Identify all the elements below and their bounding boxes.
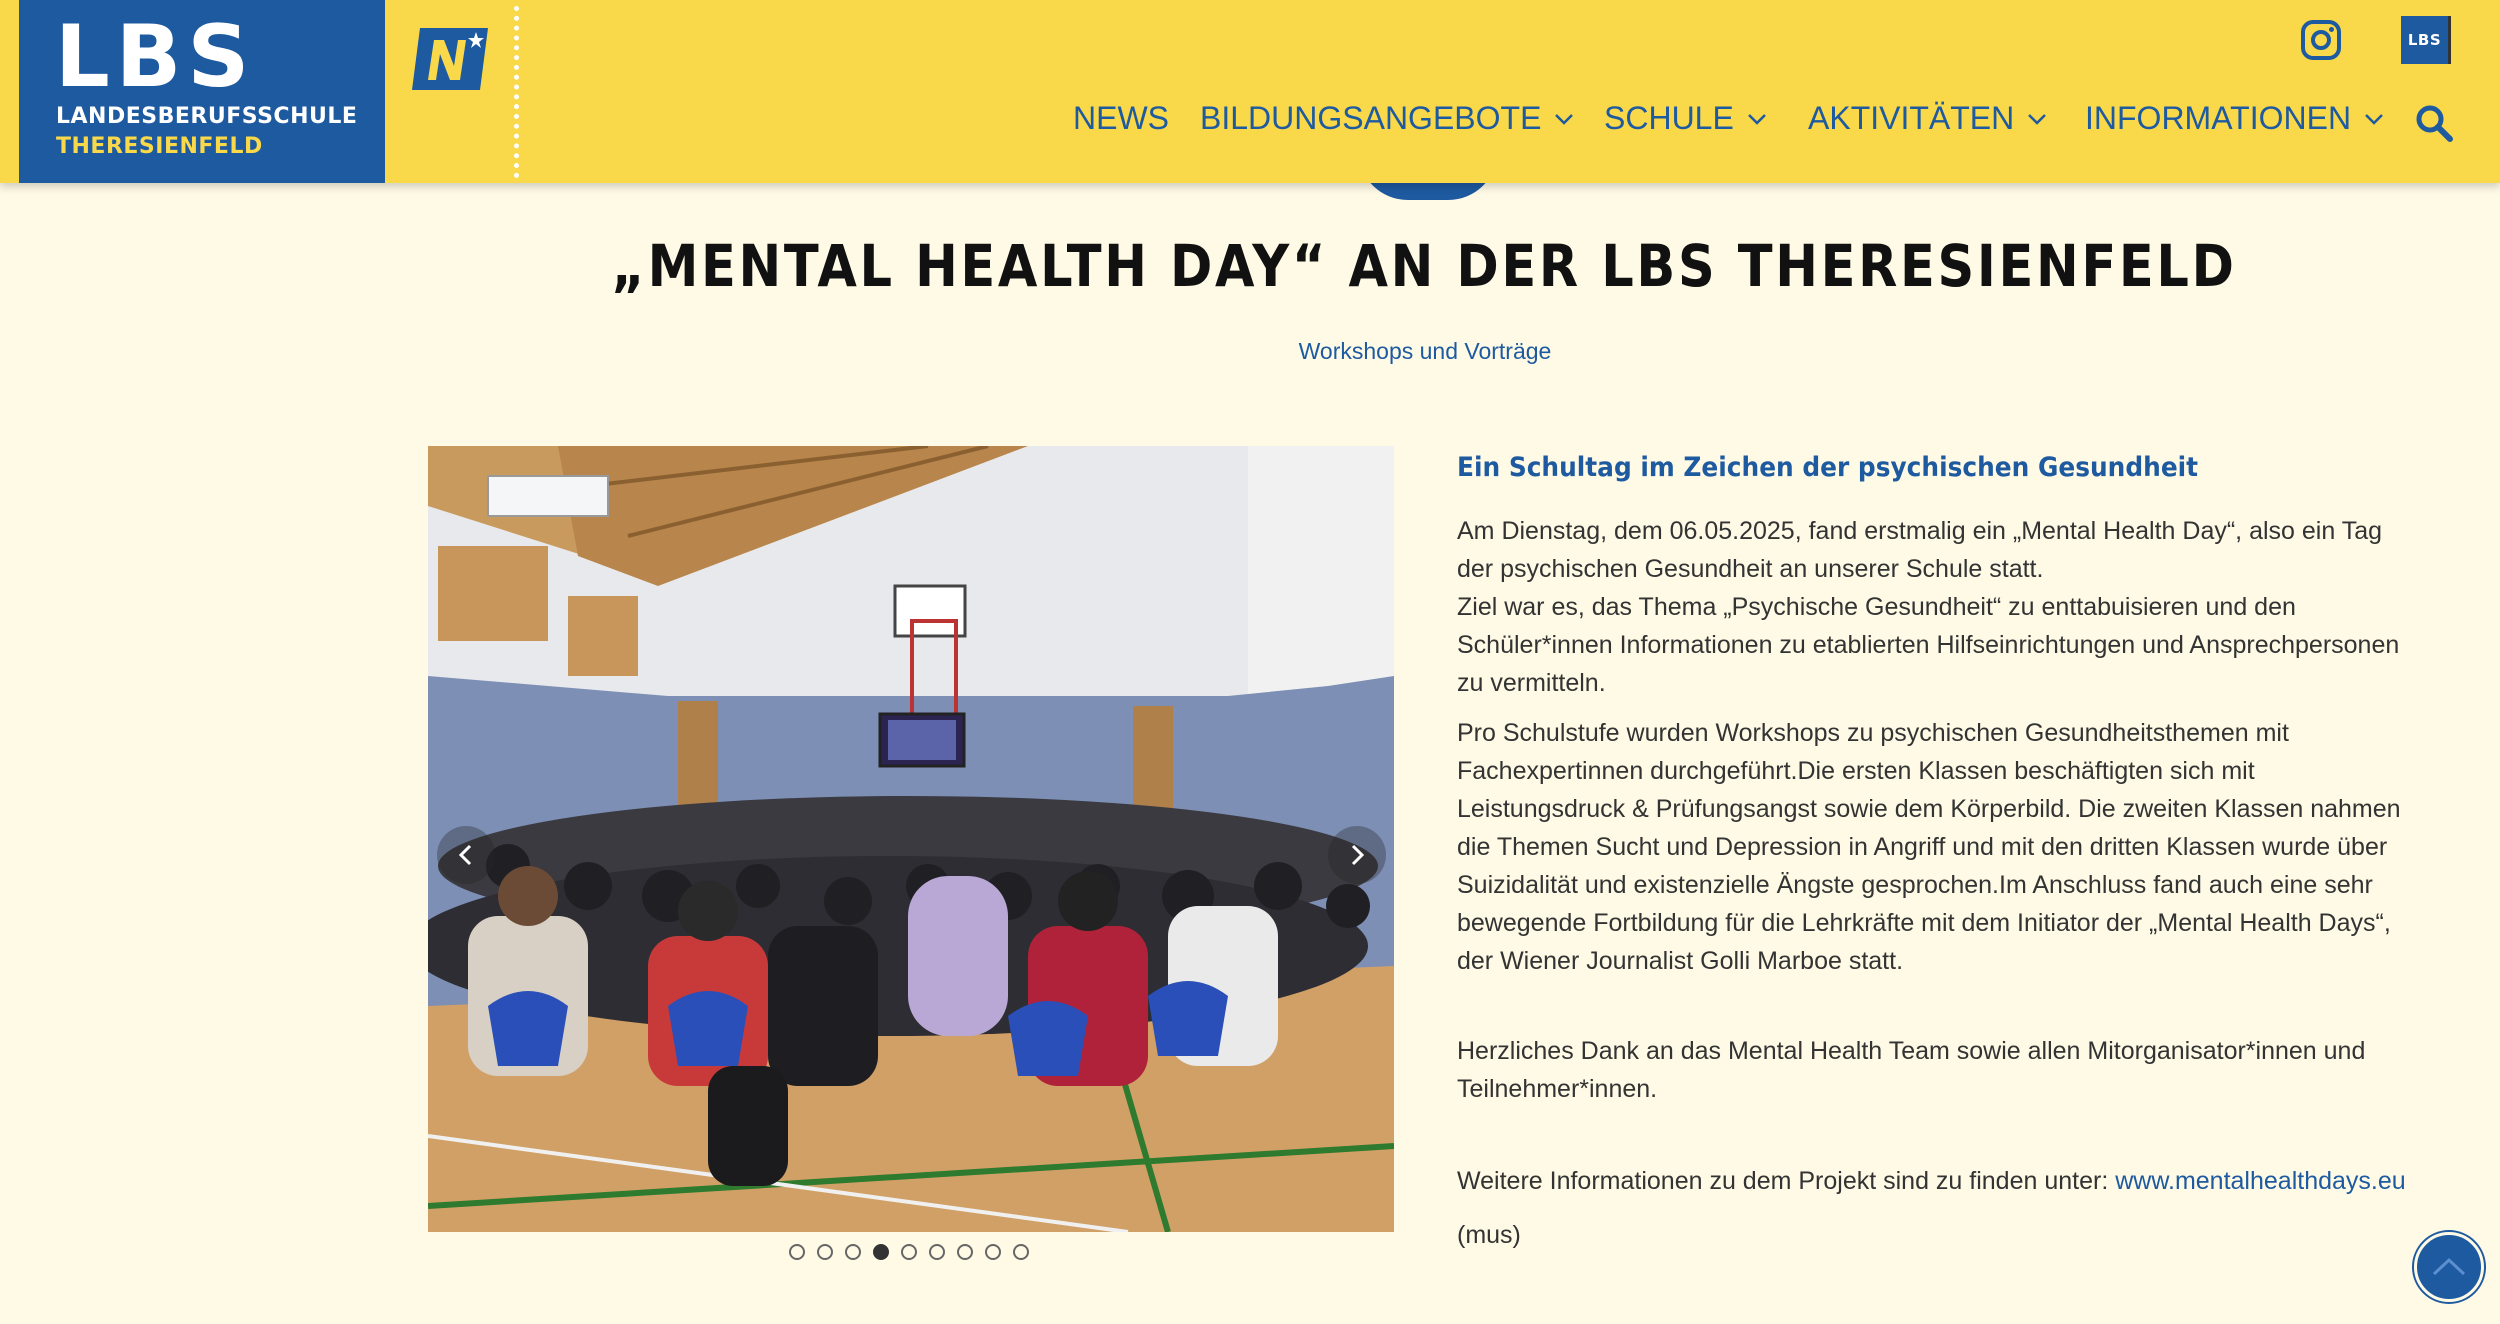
nav-aktivitaeten[interactable] xyxy=(1808,100,2048,137)
nav-bildungsangebote-label: BILDUNGSANGEBOTE xyxy=(1200,100,1542,136)
chevron-down-icon xyxy=(2363,108,2385,130)
more-info-text: Weitere Informationen zu dem Projekt sind zu finden unter: xyxy=(1457,1167,2116,1195)
chevron-right-icon xyxy=(1345,843,1369,867)
article-paragraph-1 xyxy=(1457,512,2417,702)
slider-dot-1[interactable] xyxy=(789,1244,805,1260)
slider-dot-6[interactable] xyxy=(929,1244,945,1260)
nav-bildungsangebote[interactable] xyxy=(1200,100,1575,137)
article-paragraph-1a: Am Dienstag, dem 06.05.2025, fand erstmalig ein „Mental Health Day“, also ein Tag der psychischen Gesundheit an unserer Schule statt. xyxy=(1457,517,2383,583)
nav-schule[interactable] xyxy=(1604,100,1768,137)
mental-health-days-link[interactable]: www.mentalhealthdays.eu xyxy=(2115,1167,2406,1195)
header-divider xyxy=(514,6,519,178)
nav-aktivitaeten-label: AKTIVITÄTEN xyxy=(1808,100,2015,136)
chevron-down-icon xyxy=(1746,108,1768,130)
slider-dot-7[interactable] xyxy=(957,1244,973,1260)
logo-acronym: LBS xyxy=(55,7,256,107)
article-paragraph-2: Pro Schulstufe wurden Workshops zu psychischen Gesundheitsthemen mit Fachexpertinnen durchgeführt.Die ersten Klassen beschäftigten sich mit Leistungsdruck & Prüfungsangst sowie dem Körperbild. Die zweiten Klassen nahmen die Themen Sucht und Depression in Angriff und mit den dritten Klassen wurde über Suizidalität und existenzielle Ängste gesprochen.Im Anschluss fand auch eine sehr bewegende Fortbildung für die Lehrkräfte mit dem Initiator der „Mental Health Days“, der Wiener Journalist Golli Marboe statt. xyxy=(1457,719,2401,975)
nav-news-label: NEWS xyxy=(1073,100,1169,136)
nav-schule-label: SCHULE xyxy=(1604,100,1734,136)
slider-dot-3[interactable] xyxy=(845,1244,861,1260)
slider-dot-8[interactable] xyxy=(985,1244,1001,1260)
slider-prev-button[interactable] xyxy=(437,826,495,884)
chevron-down-icon xyxy=(1553,108,1575,130)
slider-pagination xyxy=(789,1244,1029,1260)
back-to-top-button[interactable] xyxy=(2414,1232,2484,1302)
logo-line-2: THERESIENFELD xyxy=(56,134,263,159)
article-heading: Ein Schultag im Zeichen der psychischen Gesundheit xyxy=(1457,452,2199,483)
slider-dot-4[interactable] xyxy=(873,1244,889,1260)
lbs-badge-icon[interactable]: LBS xyxy=(2401,16,2451,64)
category-link[interactable]: Workshops und Vorträge xyxy=(1298,338,1552,364)
chevron-down-icon xyxy=(2026,108,2048,130)
nav-informationen[interactable] xyxy=(2085,100,2385,137)
article-body xyxy=(1457,448,2417,1249)
nav-informationen-label: INFORMATIONEN xyxy=(2085,100,2352,136)
chevron-left-icon xyxy=(454,843,478,867)
nav-news[interactable] xyxy=(1073,100,1169,137)
author-initials: (mus) xyxy=(1457,1221,1521,1249)
chevron-up-icon xyxy=(2431,1255,2467,1279)
logo-line-1: LANDESBERUFSSCHULE xyxy=(56,104,358,129)
search-icon[interactable] xyxy=(2414,103,2454,143)
site-header xyxy=(0,0,2500,183)
page-title: „MENTAL HEALTH DAY“ AN DER LBS THERESIENFELD xyxy=(611,232,2237,300)
image-slider[interactable] xyxy=(428,446,1394,1232)
gym-event-photo xyxy=(428,446,1394,1232)
noe-state-logo-icon[interactable] xyxy=(410,24,490,94)
article-paragraph-4 xyxy=(1457,1162,2457,1200)
article-paragraph-3: Herzliches Dank an das Mental Health Team sowie allen Mitorganisator*innen und Teilnehmer*innen. xyxy=(1457,1037,2366,1103)
slider-dot-9[interactable] xyxy=(1013,1244,1029,1260)
slider-next-button[interactable] xyxy=(1328,826,1386,884)
slider-dot-2[interactable] xyxy=(817,1244,833,1260)
school-logo[interactable] xyxy=(19,0,385,183)
article-paragraph-1b: Ziel war es, das Thema „Psychische Gesundheit“ zu enttabuisieren und den Schüler*innen Informationen zu etablierten Hilfseinrichtungen und Ansprechpersonen zu vermitteln. xyxy=(1457,593,2400,697)
slider-dot-5[interactable] xyxy=(901,1244,917,1260)
instagram-icon[interactable] xyxy=(2300,19,2342,61)
